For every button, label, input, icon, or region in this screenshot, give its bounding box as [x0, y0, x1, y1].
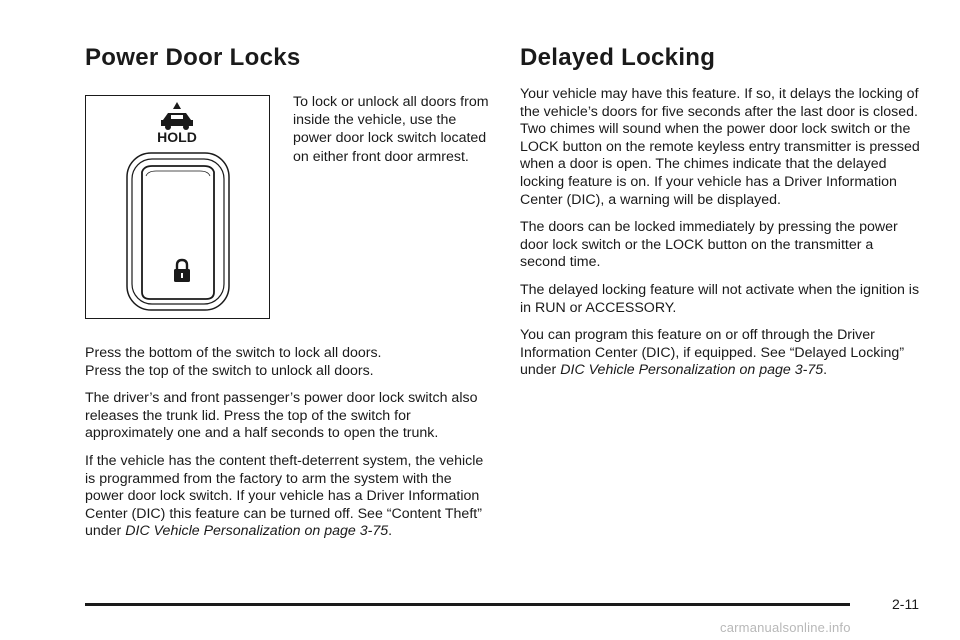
car-lock-icon: [161, 102, 193, 130]
padlock-icon: [174, 260, 190, 282]
left-column-body: [85, 345, 493, 551]
paragraph-lock-unlock: [85, 345, 493, 380]
period: .: [823, 362, 828, 379]
paragraph-trunk-release: The driver’s and front passenger’s power door lock switch also releases the trunk lid. Press the top of the switch for approximately one and a half seconds to open the trunk.: [85, 390, 478, 442]
hold-label: HOLD: [157, 129, 197, 145]
lock-instruction: Press the bottom of the switch to lock all doors.: [85, 345, 382, 361]
figure-caption: [293, 93, 493, 166]
paragraph-delay-description: Your vehicle may have this feature. If so, it delays the locking of the vehicle’s doors for five seconds after the last door is closed. Two chimes will sound when the power door lock switch or the LOCK button on the remote keyless entry transmitter is pressed when a door is open. The chimes indicate that the delayed locking feature is on. If your vehicle has a Driver Information Center (DIC), a warning will be displayed.: [520, 86, 920, 208]
page-number: 2-11: [892, 596, 919, 612]
programming-text: You can program this feature on or off through the Driver Information Center (DIC), if equipped. See “Delayed Locking” under: [520, 327, 905, 379]
theft-deterrent-text: If the vehicle has the content theft-deterrent system, the vehicle is programmed from the factory to arm the system with the power door lock switch. If your vehicle has a Driver Information Center (DIC) this feature can be turned off. See “Content Theft” under: [85, 452, 484, 540]
cross-reference-link[interactable]: DIC Vehicle Personalization on page 3-75: [125, 523, 389, 540]
footer-rule: [85, 603, 850, 606]
period: .: [388, 523, 393, 540]
door-lock-switch-illustration: [86, 96, 268, 317]
paragraph-theft-deterrent: [85, 453, 493, 541]
paragraph-immediate-lock: The doors can be locked immediately by pressing the power door lock switch or the LOCK button on the transmitter a second time.: [520, 219, 898, 271]
right-column-body: [520, 86, 920, 390]
switch-rocker-highlight: [146, 171, 210, 176]
switch-bezel-inner: [132, 159, 224, 304]
door-lock-switch-figure: [85, 95, 270, 319]
cross-reference-link[interactable]: DIC Vehicle Personalization on page 3-75: [560, 362, 824, 379]
caption-text: To lock or unlock all doors from inside the vehicle, use the power door lock switch located on either front door armrest.: [293, 94, 489, 165]
section-heading-delayed-locking: Delayed Locking: [520, 44, 716, 71]
paragraph-programming: [520, 327, 920, 380]
unlock-instruction: Press the top of the switch to unlock all doors.: [85, 362, 374, 379]
paragraph-ignition-note: The delayed locking feature will not activate when the ignition is in RUN or ACCESSORY.: [520, 281, 920, 316]
section-heading-power-door-locks: Power Door Locks: [85, 44, 301, 71]
watermark: carmanualsonline.info: [720, 620, 851, 635]
